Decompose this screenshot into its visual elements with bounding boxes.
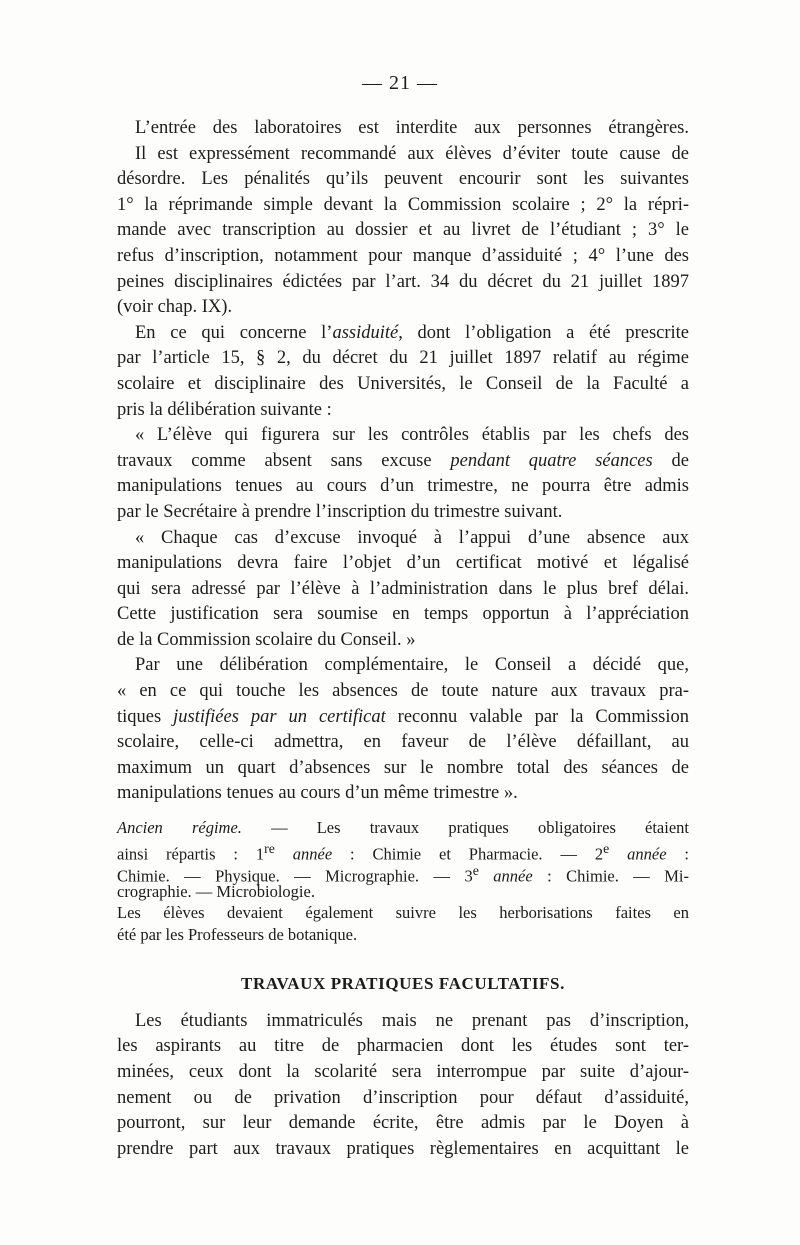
text-fragment: — Les travaux pratiques obligatoires étaient <box>241 818 689 838</box>
text-fragment: tiques <box>117 706 174 727</box>
text-line: Les étudiants immatriculés mais ne prenant pas d’inscription, <box>135 1010 689 1031</box>
text-line: « L’élève qui figurera sur les contrôles établis par les chefs des <box>135 425 689 446</box>
italic-term: année <box>292 844 333 864</box>
text-line: de la Commission scolaire du Conseil. » <box>117 629 416 650</box>
text-line: L’entrée des laboratoires est interdite aux personnes étrangères. <box>135 118 689 138</box>
text-line: 1° la réprimande simple devant la Commission scolaire ; 2° la répri- <box>117 194 689 215</box>
text-column <box>117 116 689 1162</box>
small-text-line: été par les Professeurs de botanique. <box>117 924 358 944</box>
text-fragment: de <box>652 450 689 471</box>
italic-term: assiduité <box>332 322 399 343</box>
text-line: par le Secrétaire à prendre l’inscription du trimestre suivant. <box>117 501 563 522</box>
text-line: scolaire et disciplinaire des Universités, le Conseil de la Faculté a <box>117 373 689 394</box>
text-fragment: En ce qui concerne l’ <box>135 322 333 343</box>
text-line: peines disciplinaires édictées par l’art. 34 du décret du 21 juillet 1897 <box>117 271 689 292</box>
small-text-line: Les élèves devaient également suivre les herborisations faites en <box>117 903 689 923</box>
text-line <box>117 321 689 347</box>
text-line <box>117 705 689 731</box>
text-line: (voir chap. IX). <box>117 297 233 318</box>
text-fragment <box>479 866 493 885</box>
text-line: Par une délibération complémentaire, le Conseil a décidé que, <box>135 655 689 676</box>
text-line: maximum un quart d’absences sur le nombre total des séances de <box>117 757 689 778</box>
italic-term: justifiées par un certificat <box>173 706 386 727</box>
text-fragment: Chimie. — Physique. — Micrographie. — 3 <box>117 866 473 886</box>
italic-term: Ancien régime. <box>117 818 242 838</box>
page-number: — 21 — <box>362 72 438 94</box>
italic-term: année <box>627 844 667 864</box>
text-fragment: travaux comme absent sans excuse <box>117 450 451 471</box>
superscript: e <box>603 841 610 857</box>
text-line: manipulations devra faire l’objet d’un certificat motivé et légalisé <box>117 553 689 574</box>
text-line: refus d’inscription, notamment pour manque d’assiduité ; 4° l’une des <box>117 245 689 266</box>
italic-term: année <box>493 866 533 886</box>
text-line: pourront, sur leur demande écrite, être admis par le Doyen à <box>117 1113 689 1134</box>
text-fragment: : <box>666 844 690 864</box>
small-text-line <box>117 817 689 838</box>
text-line: mande avec transcription au dossier et au livret de l’étudiant ; 3° le <box>117 220 689 241</box>
text-line: Il est expressément recommandé aux élèves d’éviter toute cause de <box>135 143 689 164</box>
text-line: qui sera adressé par l’élève à l’administration dans le plus bref délai. <box>117 578 689 599</box>
text-line: manipulations tenues au cours d’un trimestre, ne pourra être admis <box>117 476 689 497</box>
small-text-line: crographie. — Microbiologie. <box>117 881 315 901</box>
small-text-line <box>117 860 690 886</box>
text-fragment: : Chimie et Pharmacie. — 2 <box>332 844 604 864</box>
small-text-line <box>117 838 690 864</box>
text-line: les aspirants au titre de pharmacien dont les études sont ter- <box>117 1036 689 1057</box>
spacer <box>117 807 689 817</box>
text-line: Cette justification sera soumise en temps opportun à l’appréciation <box>117 604 689 625</box>
section-heading: TRAVAUX PRATIQUES FACULTATIFS. <box>241 973 565 993</box>
text-line: manipulations tenues au cours d’un même trimestre ». <box>117 783 518 804</box>
superscript: re <box>264 841 275 857</box>
text-fragment: , dont l’obligation a été prescrite <box>398 322 690 343</box>
text-line: « en ce qui touche les absences de toute nature aux travaux pra- <box>117 681 689 702</box>
text-line: « Chaque cas d’excuse invoqué à l’appui d’une absence aux <box>135 527 689 548</box>
text-fragment: reconnu valable par la Commission <box>385 706 689 727</box>
text-fragment: : Chimie. — Mi- <box>532 866 690 886</box>
text-line: par l’article 15, § 2, du décret du 21 juillet 1897 relatif au régime <box>117 348 689 369</box>
text-line <box>117 449 689 475</box>
text-line: prendre part aux travaux pratiques règlementaires en acquittant le <box>117 1138 689 1159</box>
superscript: e <box>472 862 479 878</box>
text-line: pris la délibération suivante : <box>117 399 332 420</box>
text-line: minées, ceux dont la scolarité sera interrompue par suite d’ajour- <box>117 1062 689 1082</box>
text-line: scolaire, celle-ci admettra, en faveur de l’élève défaillant, au <box>117 732 689 753</box>
italic-term: pendant quatre séances <box>450 450 653 471</box>
text-line: nement ou de privation d’inscription pour défaut d’assiduité, <box>117 1087 689 1108</box>
text-line: désordre. Les pénalités qu’ils peuvent encourir sont les suivantes <box>117 169 689 190</box>
text-fragment: ainsi répartis : 1 <box>117 844 265 864</box>
